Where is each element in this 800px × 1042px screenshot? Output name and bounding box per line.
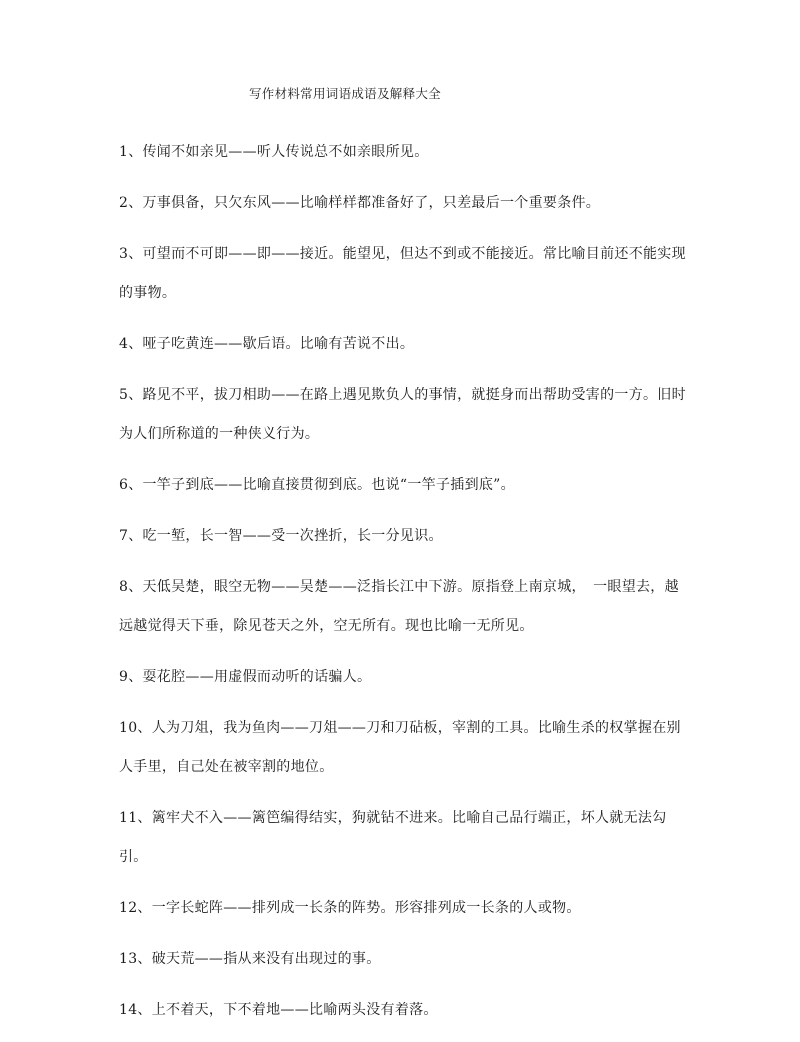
idiom-entry-1: 1、传闻不如亲见——听人传说总不如亲眼所见。 (119, 144, 429, 160)
idiom-entry-14: 14、上不着天，下不着地——比喻两头没有着落。 (119, 1002, 438, 1018)
document-title: 写作材料常用词语成语及解释大全 (248, 86, 441, 101)
idiom-entry-5: 5、路见不平，拔刀相助——在路上遇见欺负人的事情，就挺身而出帮助受害的一方。旧时为人们所称道的一种侠义行为。 (119, 387, 686, 442)
idiom-entry-8: 8、天低吴楚，眼空无物——吴楚——泛指长江中下游。原指登上南京城， 一眼望去，越远越觉得天下垂，除见苍天之外，空无所有。现也比喻一无所见。 (119, 579, 679, 634)
idiom-entry-4: 4、哑子吃黄连——歇后语。比喻有苦说不出。 (119, 336, 415, 352)
idiom-entry-12: 12、一字长蛇阵——排列成一长条的阵势。形容排列成一长条的人或物。 (119, 900, 581, 916)
idiom-entry-7: 7、吃一堑，长一智——受一次挫折，长一分见识。 (119, 528, 443, 544)
idiom-entry-6: 6、一竿子到底——比喻直接贯彻到底。也说“一竿子插到底”。 (119, 477, 515, 493)
idiom-entry-11: 11、篱牢犬不入——篱笆编得结实，狗就钻不进来。比喻自己品行端正，坏人就无法勾引。 (119, 810, 667, 865)
idiom-entry-13: 13、破天荒——指从来没有出现过的事。 (119, 951, 381, 967)
idiom-entry-3: 3、可望而不可即——即——接近。能望见，但达不到或不能接近。常比喻目前还不能实现的事物。 (119, 246, 686, 301)
idiom-entry-10: 10、人为刀俎，我为鱼肉——刀俎——刀和刀砧板，宰割的工具。比喻生杀的权掌握在别人手里，自己处在被宰割的地位。 (119, 720, 681, 775)
idiom-entry-9: 9、耍花腔——用虚假而动听的话骗人。 (119, 669, 372, 685)
idiom-list (119, 133, 689, 1042)
idiom-entry-2: 2、万事俱备，只欠东风——比喻样样都准备好了，只差最后一个重要条件。 (119, 195, 601, 211)
